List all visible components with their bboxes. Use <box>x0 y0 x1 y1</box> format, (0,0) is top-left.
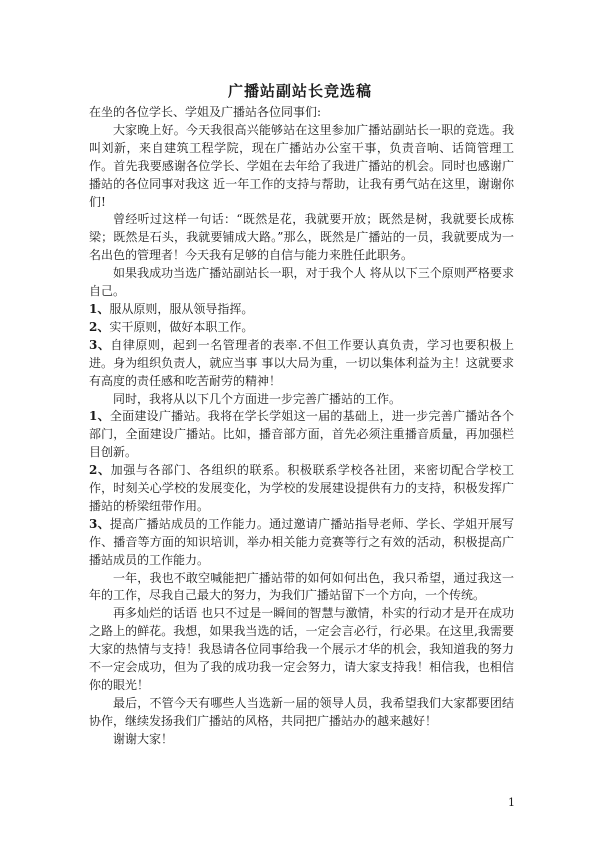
principle-item <box>89 301 514 319</box>
plan-number: 3、 <box>89 516 110 531</box>
closing-thanks: 谢谢大家！ <box>113 731 174 746</box>
principle-item <box>89 319 514 337</box>
plan-number: 1、 <box>89 409 110 424</box>
paragraph-plans-intro: 同时，我将从以下几个方面进一步完善广播站的工作。 <box>113 391 402 406</box>
document-body <box>89 104 514 749</box>
plan-text: 全面建设广播站。我将在学长学姐这一届的基础上，进一步完善广播站各个部门，全面建设广播站。比如，播音部方面，首先必须注重播音质量，再加强栏目创新。 <box>89 409 514 460</box>
principle-text: 服从原则，服从领导指挥。 <box>109 301 254 316</box>
plan-text: 加强与各部门、各组织的联系。积极联系学校各社团，来密切配合学校工作，时刻关心学校的发展变化，为学校的发展建设提供有力的支持，积极发挥广播站的桥梁纽带作用。 <box>89 463 514 513</box>
plan-number: 2、 <box>89 463 111 478</box>
paragraph-conclusion: 最后，不管今天有哪些人当选新一届的领导人员，我希望我们大家都要团结协作，继续发扬我们广播站的风格，共同把广播站办的越来越好！ <box>89 695 514 728</box>
document-title: 广播站副站长竞选稿 <box>227 82 372 100</box>
plan-text: 提高广播站成员的工作能力。通过邀请广播站指导老师、学长、学姐开展写作、播音等方面的知识培训，举办相关能力竞赛等行之有效的活动，积极提高广播站成员的工作能力。 <box>89 516 514 567</box>
principle-number: 3、 <box>89 337 111 352</box>
principle-number: 1、 <box>89 301 110 316</box>
paragraph-one-year: 一年，我也不敢空喊能把广播站带的如何如何出色，我只希望，通过我这一年的工作，尽我自己最大的努力，为我们广播站留下一个方向，一个传统。 <box>89 570 514 603</box>
page-number: 1 <box>508 796 515 809</box>
plan-item <box>89 462 514 516</box>
principle-text: 实干原则，做好本职工作。 <box>109 319 254 334</box>
paragraph-quote: 曾经听过这样一句话：“既然是花，我就要开放；既然是树，我就要长成栋梁；既然是石头，我就要铺成大路。”那么，既然是广播站的一员，我就要成为一名出色的管理者！今天我有足够的自信与能力来胜任此职务。 <box>89 212 514 263</box>
paragraph-greeting: 大家晚上好。今天我很高兴能够站在这里参加广播站副站长一职的竞选。我叫刘新，来自建筑工程学院，现在广播站办公室干事，负责音响、话筒管理工作。首先我要感谢各位学长、学姐在去年给了我进广播站的机会。同时也感谢广播站的各位同事对我这 近一年工作的支持与帮助，让我有勇气站在这里，谢谢你们! <box>89 122 514 209</box>
paragraph-request-support: 再多灿烂的话语 也只不过是一瞬间的智慧与激情，朴实的行动才是开在成功之路上的鲜花。我想，如果我当选的话，一定会言必行，行必果。在这里,我需要大家的热情与支持！我恳请各位同事给我一个展示才华的机会，我知道我的努力不一定会成功，但为了我的成功我一定会努力，请大家支持我！相信我，也相信你的眼光！ <box>89 606 514 692</box>
paragraph-principles-intro: 如果我成功当选广播站副站长一职，对于我个人 将从以下三个原则严格要求自己。 <box>89 266 514 299</box>
plan-item <box>89 408 514 462</box>
plan-item <box>89 516 514 570</box>
salutation: 在坐的各位学长、学姐及广播站各位同事们: <box>89 105 322 119</box>
principle-number: 2、 <box>89 319 110 334</box>
principle-item <box>89 337 514 391</box>
principle-text: 自律原则，起到一名管理者的表率.不但工作要认真负责，学习也要积极上进。身为组织负责人，就应当事 事以大局为重，一切以集体利益为主！这就要求有高度的责任感和吃苦耐劳的精神！ <box>89 337 514 388</box>
